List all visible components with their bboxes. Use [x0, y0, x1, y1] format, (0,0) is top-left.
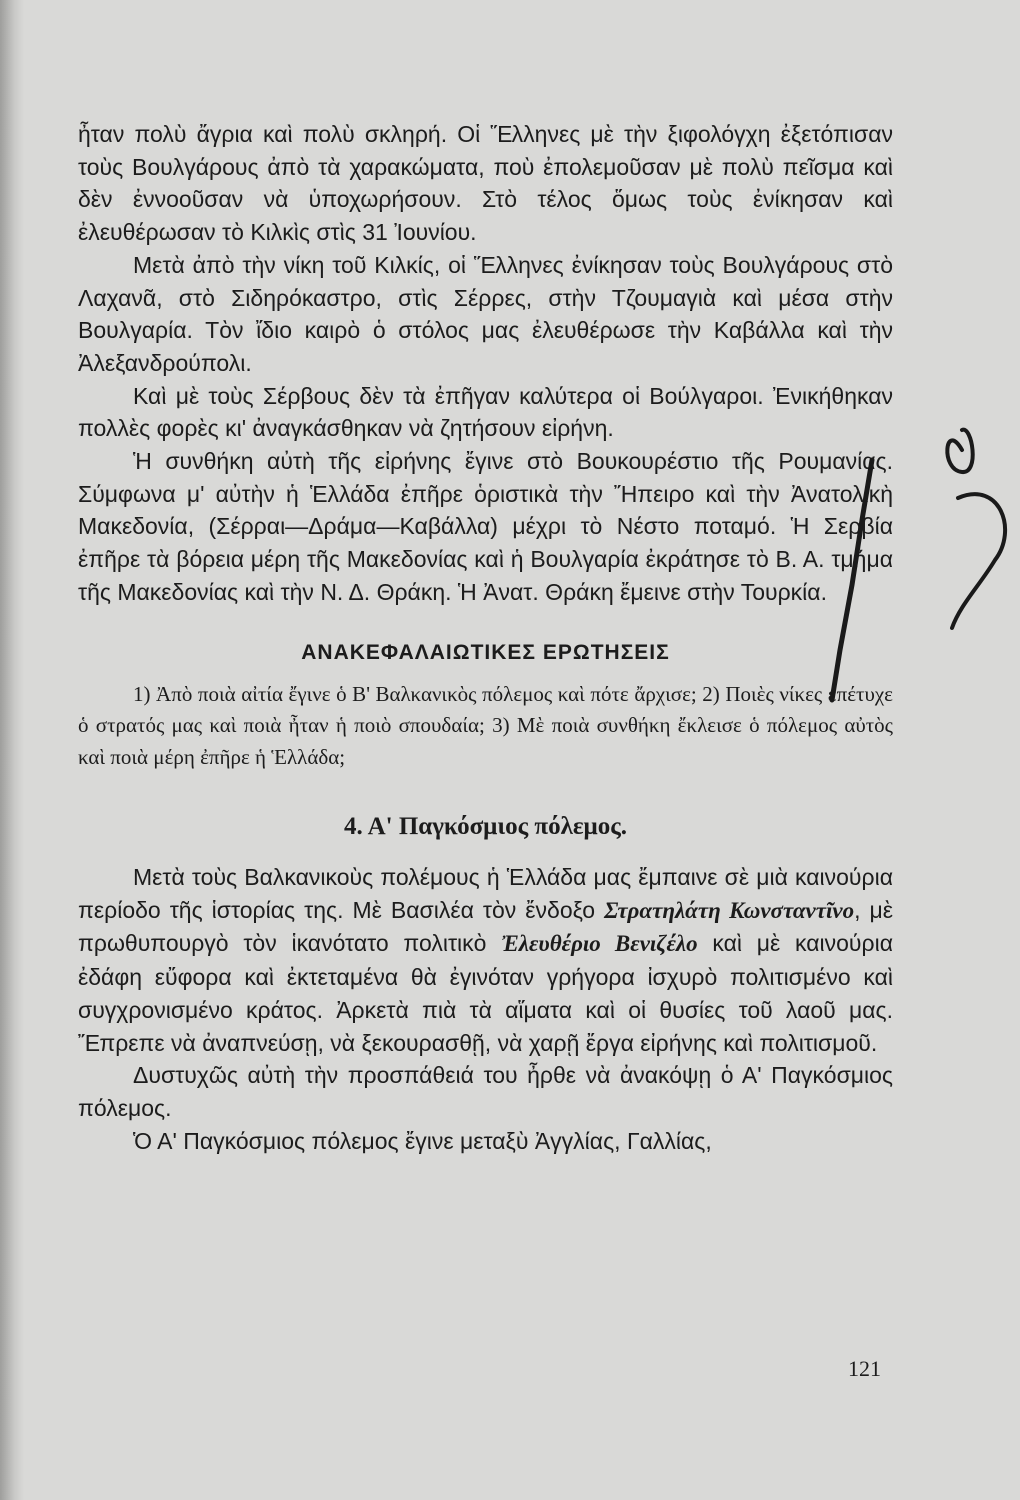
page-number: 121 — [848, 1356, 881, 1381]
review-questions: 1) Ἀπὸ ποιὰ αἰτία ἔγινε ὁ Β' Βαλκανικὸς πόλεμος καὶ πότε ἄρχισε; 2) Ποιὲς νίκες ἐπέτυχε ὁ στρατός μας καὶ ποιὰ ἦταν ἡ ποιὸ σπουδαία; 3) Μὲ ποιὰ συνθήκη ἔκλεισε ὁ πόλεμος αὐτὸς καὶ ποιὰ μέρη ἐπῆρε ἡ Ἑλλάδα; — [78, 681, 893, 769]
paragraph-interruption: Δυστυχῶς αὐτὴ τὴν προσπάθειά του ἦρθε νὰ ἀνακόψῃ ὁ Α' Παγκόσμιος πόλεμος. — [78, 1062, 893, 1121]
section-title: 4. Α' Παγκόσμιος πόλεμος. — [343, 813, 628, 841]
paragraph-serbs: Καὶ μὲ τοὺς Σέρβους δὲν τὰ ἐπῆγαν καλύτερα οἱ Βούλγαροι. Ἐνικήθηκαν πολλὲς φορὲς κι' ἀναγκάσθηκαν νὰ ζητήσουν εἰρήνη. — [78, 382, 893, 442]
paragraph-victories: Μετὰ ἀπὸ τὴν νίκη τοῦ Κιλκίς, οἱ Ἕλληνες ἐνίκησαν τοὺς Βουλγάρους στὸ Λαχανᾶ, στὸ Σιδηρόκαστρο, στὶς Σέρρες, στὴν Τζουμαγιὰ καὶ μέσα στὴν Βουλγαρία. Τὸν ἴδιο καιρὸ ὁ στόλος μας ἐλευθέρωσε τὴν Καβάλλα καὶ τὴν Ἀλεξανδρούπολι. — [78, 251, 893, 376]
text-run: καὶ μὲ καινούρια ἐδάφη εὔφορα καὶ ἐκτεταμένα θὰ ἐγινόταν γρήγορα ἰσχυρὸ πολιτισμένο καὶ συγχρονισμένο κράτος. Ἀρκετὰ πιὰ τὰ αἵματα καὶ οἱ θυσίες τοῦ λαοῦ μας. Ἔπρεπε νὰ ἀναπνεύσῃ, νὰ ξεκουρασθῇ, νὰ χαρῇ ἔργα εἰρήνης καὶ πολιτισμοῦ. — [78, 930, 894, 1056]
text-run: , μὲ πρωθυπουργὸ τὸν ἱκανότατο πολιτικὸ — [78, 896, 893, 957]
name-venizelos: Ἐλευθέριο Βενιζέλο — [501, 931, 698, 957]
pen-stroke-hook — [952, 494, 1005, 628]
pen-stroke-loop — [947, 430, 972, 472]
pen-stroke-diagonal — [832, 460, 872, 700]
review-questions-heading: ΑΝΑΚΕΦΑΛΑΙΩΤΙΚΕΣ ΕΡΩΤΗΣΕΙΣ — [301, 640, 670, 664]
name-konstantinos: Στρατηλάτη Κωνσταντῖνο — [604, 897, 855, 923]
paragraph-ww1-start: Ὁ Α' Παγκόσμιος πόλεμος ἔγινε μεταξὺ Ἀγγλίας, Γαλλίας, — [133, 1127, 712, 1154]
paragraph-treaty-bucharest: Ἡ συνθήκη αὐτὴ τῆς εἰρήνης ἔγινε στὸ Βουκουρέστιο τῆς Ρουμανίας. Σύμφωνα μ' αὐτὴν ἡ Ἑλλάδα ἐπῆρε ὁριστικὰ τὴν Ἤπειρο καὶ τὴν Ἀνατολικὴ Μακεδονία, (Σέρραι—Δράμα—Καβάλλα) μέχρι τὸ Νέστο ποταμό. Ἡ Σερβία ἐπῆρε τὰ βόρεια μέρη τῆς Μακεδονίας καὶ ἡ Βουλγαρία ἐκράτησε τὸ Β. Α. τμήμα τῆς Μακεδονίας καὶ τὴν Ν. Δ. Θράκη. Ἡ Ἀνατ. Θράκη ἔμεινε στὴν Τουρκία. — [78, 448, 893, 605]
paragraph-kilkis-battle: ἦταν πολὺ ἄγρια καὶ πολὺ σκληρή. Οἱ Ἕλληνες μὲ τὴν ξιφολόγχη ἐξετόπισαν τοὺς Βουλγάρους ἀπὸ τὰ χαρακώματα, ποὺ ἐπολεμοῦσαν μὲ πολὺ πεῖσμα καὶ δὲν ἐννοοῦσαν νὰ ὑποχωρήσουν. Στὸ τέλος ὅμως τοὺς ἐνίκησαν καὶ ἐλευθέρωσαν τὸ Κιλκὶς στὶς 31 Ἰουνίου. — [78, 121, 893, 246]
text-run: Μετὰ τοὺς Βαλκανικοὺς πολέμους ἡ Ἑλλάδα μας ἔμπαινε σὲ μιὰ καινούρια περίοδο τῆς ἱστορίας της. Μὲ Βασιλέα τὸν ἔνδοξο — [78, 864, 893, 923]
